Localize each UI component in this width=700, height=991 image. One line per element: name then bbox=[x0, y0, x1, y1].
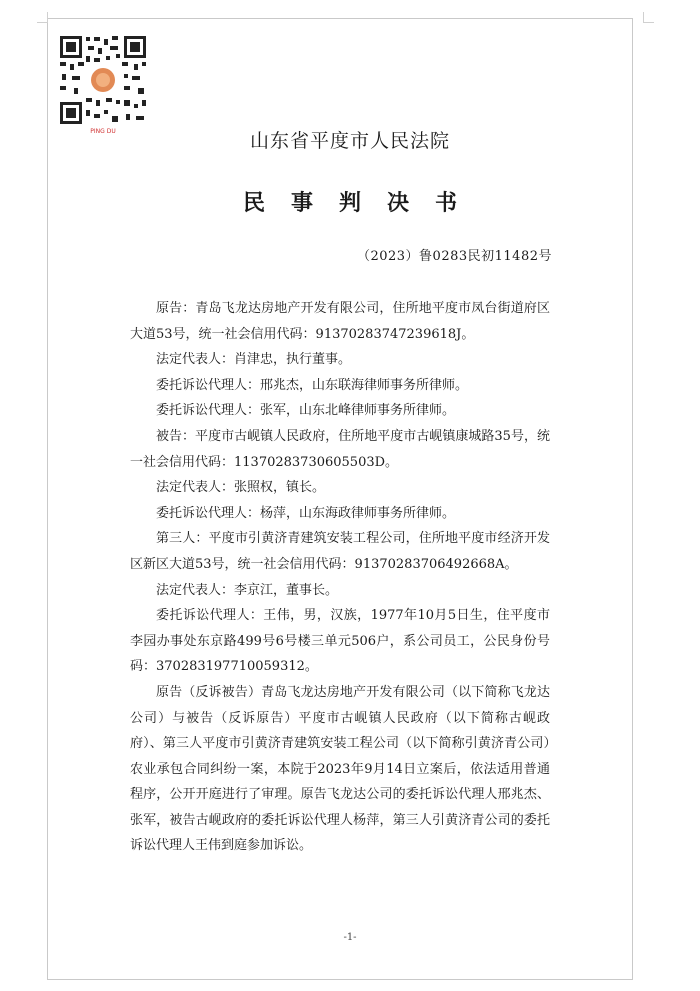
paragraph-third-party: 第三人：平度市引黄济青建筑安装工程公司，住所地平度市经济开发区新区大道53号，统一社会信用代码：91370283706492668A。 bbox=[130, 531, 550, 572]
case-number: （2023）鲁0283民初11482号 bbox=[356, 249, 552, 264]
paragraph-defendant: 被告：平度市古岘镇人民政府，住所地平度市古岘镇康城路35号，统一社会信用代码：11370283730605503D。 bbox=[130, 428, 550, 470]
document-title: 民事判决书 bbox=[242, 190, 483, 216]
court-name: 山东省平度市人民法院 bbox=[249, 130, 450, 152]
crop-mark bbox=[643, 12, 654, 23]
paragraph-plaintiff-agent: 委托诉讼代理人：张军，山东北峰律师事务所律师。 bbox=[156, 403, 456, 419]
page-number: -1- bbox=[343, 932, 357, 943]
paragraph-plaintiff: 原告：青岛飞龙达房地产开发有限公司，住所地平度市凤台街道府区大道53号，统一社会信用代码：91370283747239618J。 bbox=[130, 301, 550, 342]
paragraph-defendant-representative: 法定代表人：张照权，镇长。 bbox=[156, 480, 326, 496]
qr-caption: PING DU bbox=[90, 128, 116, 135]
paragraph-plaintiff-representative: 法定代表人：肖津忠，执行董事。 bbox=[156, 352, 352, 368]
paragraph-third-party-representative: 法定代表人：李京江，董事长。 bbox=[156, 582, 339, 598]
crop-mark bbox=[37, 12, 48, 23]
paragraph-defendant-agent: 委托诉讼代理人：杨萍，山东海政律师事务所律师。 bbox=[156, 505, 456, 521]
qr-code-icon bbox=[58, 34, 148, 126]
document-body bbox=[130, 296, 550, 854]
paragraph-third-party-agent: 委托诉讼代理人：王伟，男，汉族，1977年10月5日生，住平度市李园办事处东京路499号6号楼三单元506户，系公司员工，公民身份号码：370283197710059312。 bbox=[130, 608, 550, 675]
paragraph-plaintiff-agent: 委托诉讼代理人：邢兆杰，山东联海律师事务所律师。 bbox=[156, 377, 469, 393]
paragraph-case-summary: 原告（反诉被告）青岛飞龙达房地产开发有限公司（以下简称飞龙达公司）与被告（反诉原告）平度市古岘镇人民政府（以下简称古岘政府）、第三人平度市引黄济青建筑安装工程公司（以下简称引黄济青公司）农业承包合同纠纷一案，本院于2023年9月14日立案后，依法适用普通程序，公开开庭进行了审理。原告飞龙达公司的委托诉讼代理人邢兆杰、张军，被告古岘政府的委托诉讼代理人杨萍，第三人引黄济青公司的委托诉讼代理人王伟到庭参加诉讼。 bbox=[130, 684, 550, 854]
